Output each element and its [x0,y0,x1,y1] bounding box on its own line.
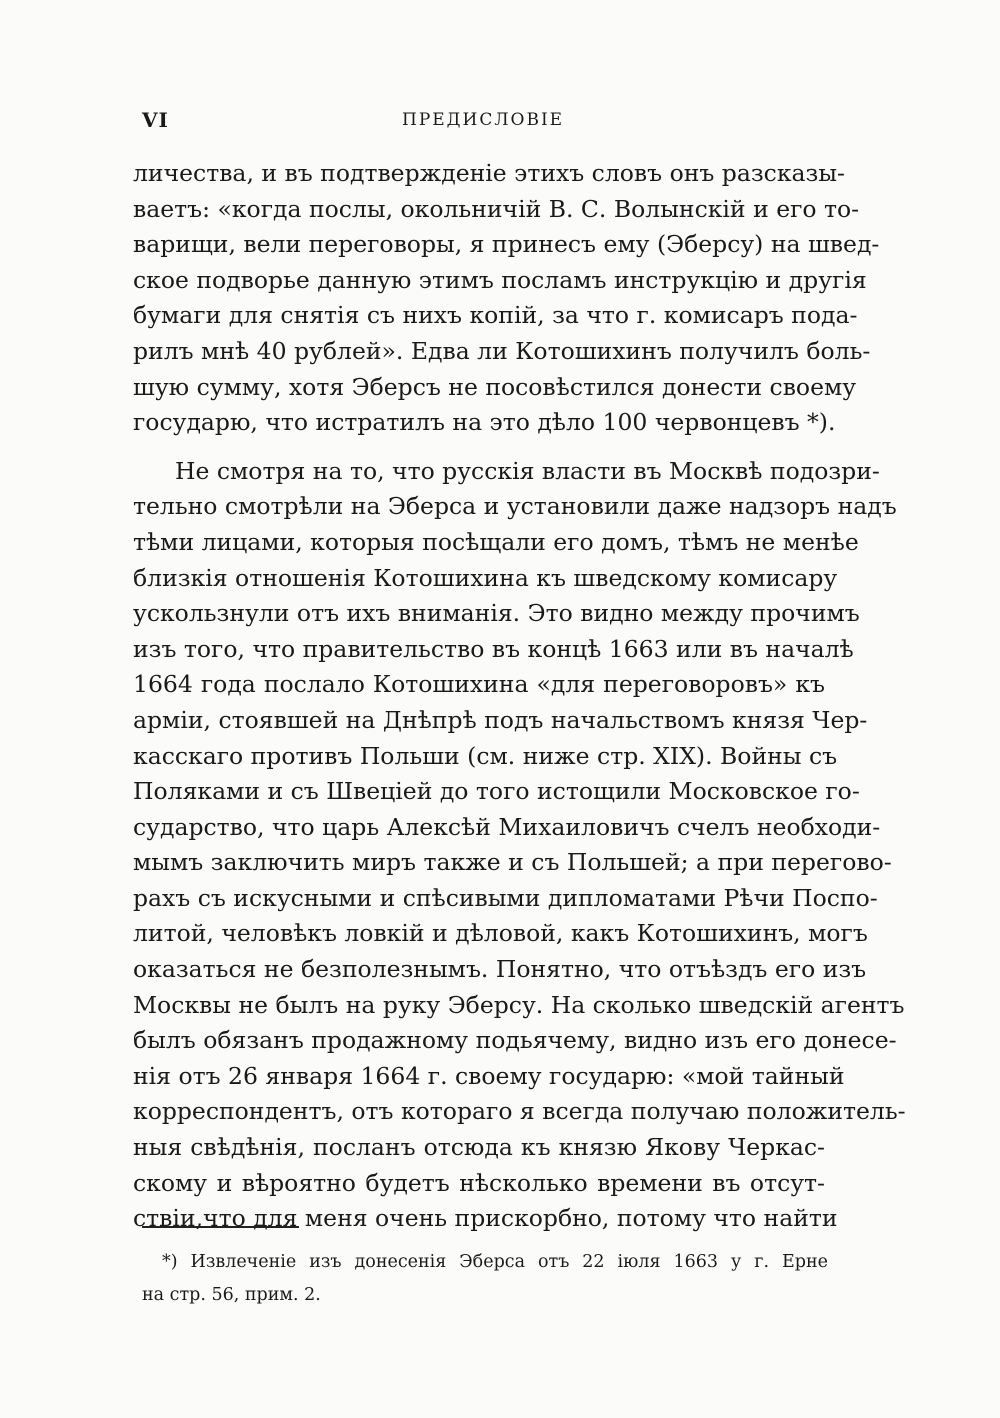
text-line: 1664 года послало Котошихина «для переговоровъ» къ [133,670,825,699]
text-line: близкія отношенія Котошихина къ шведскому комисару [133,563,838,592]
text-line: тельно смотрѣли на Эберса и установили даже надзоръ надъ [133,492,897,521]
text-line: варищи, вели переговоры, я принесъ ему (Эберсу) на швед- [133,230,880,259]
footnote-line: на стр. 56, прим. 2. [142,1285,321,1305]
footnote-line: *) Извлеченіе изъ донесенія Эберса отъ 22 іюля 1663 у г. Ерне [162,1252,828,1272]
paragraph-gap [133,441,825,454]
text-line: оказаться не безполезнымъ. Понятно, что отъѣздъ его изъ [133,955,867,984]
text-line: корреспондентъ, отъ котораго я всегда получаю положитель- [133,1097,906,1126]
paragraph-1 [133,156,880,441]
running-head [142,108,842,136]
footnote [142,1246,828,1312]
text-line: былъ обязанъ продажному подьячему, видно изъ его донесе- [133,1026,897,1055]
page-number: VI [142,108,169,132]
text-line: изъ того, что правительство въ концѣ 1663 или въ началѣ [133,634,854,663]
text-line: арміи, стоявшей на Днѣпрѣ подъ начальствомъ князя Чер- [133,705,868,734]
text-line: рилъ мнѣ 40 рублей». Едва ли Котошихинъ получилъ боль- [133,336,871,365]
text-line: ское подворье данную этимъ посламъ инструкцію и другія [133,265,867,294]
body-text [133,156,906,1237]
footnote-rule [142,1226,299,1228]
text-line: касскаго противъ Польши (см. ниже стр. XIX). Войны съ [133,741,838,770]
text-line: Не смотря на то, что русскія власти въ Москвѣ подозри- [175,456,880,485]
text-line: бумаги для снятія съ нихъ копій, за что г. комисаръ пода- [133,301,858,330]
text-line: шую сумму, хотя Эберсъ не посовѣстился донести своему [133,372,857,401]
running-title: ПРЕДИСЛОВІЕ [402,110,565,130]
text-line: Москвы не былъ на руку Эберсу. На сколько шведскій агентъ [133,990,905,1019]
text-line: ствіи,что для меня очень прискорбно, потому что найти [133,1204,838,1233]
text-line: мымъ заключить миръ также и съ Польшей; а при перегово- [133,848,892,877]
text-line: рахъ съ искусными и спѣсивыми дипломатами Рѣчи Поспо- [133,883,878,912]
text-line: скому и вѣроятно будетъ нѣсколько времени въ отсут- [133,1168,825,1197]
text-line: ускользнули отъ ихъ вниманія. Это видно между прочимъ [133,599,860,628]
text-line: сударство, что царь Алексѣй Михаиловичъ счелъ необходи- [133,812,881,841]
text-line: личества, и въ подтвержденіе этихъ словъ онъ разсказы- [133,159,845,187]
text-line: государю, что истратилъ на это дѣло 100 червонцевъ *). [133,408,836,437]
text-line: ныя свѣдѣнія, посланъ отсюда къ князю Якову Черкас- [133,1133,825,1162]
text-line: нія отъ 26 января 1664 г. своему государю: «мой тайный [133,1061,845,1090]
text-line: литой, человѣкъ ловкій и дѣловой, какъ Котошихинъ, могъ [133,919,868,948]
paragraph-2 [133,454,906,1237]
text-line: тѣми лицами, которыя посѣщали его домъ, тѣмъ не менѣе [133,527,859,556]
text-line: Поляками и съ Швеціей до того истощили Московское го- [133,777,860,806]
text-line: ваетъ: «когда послы, окольничій В. С. Волынскій и его то- [133,194,860,223]
